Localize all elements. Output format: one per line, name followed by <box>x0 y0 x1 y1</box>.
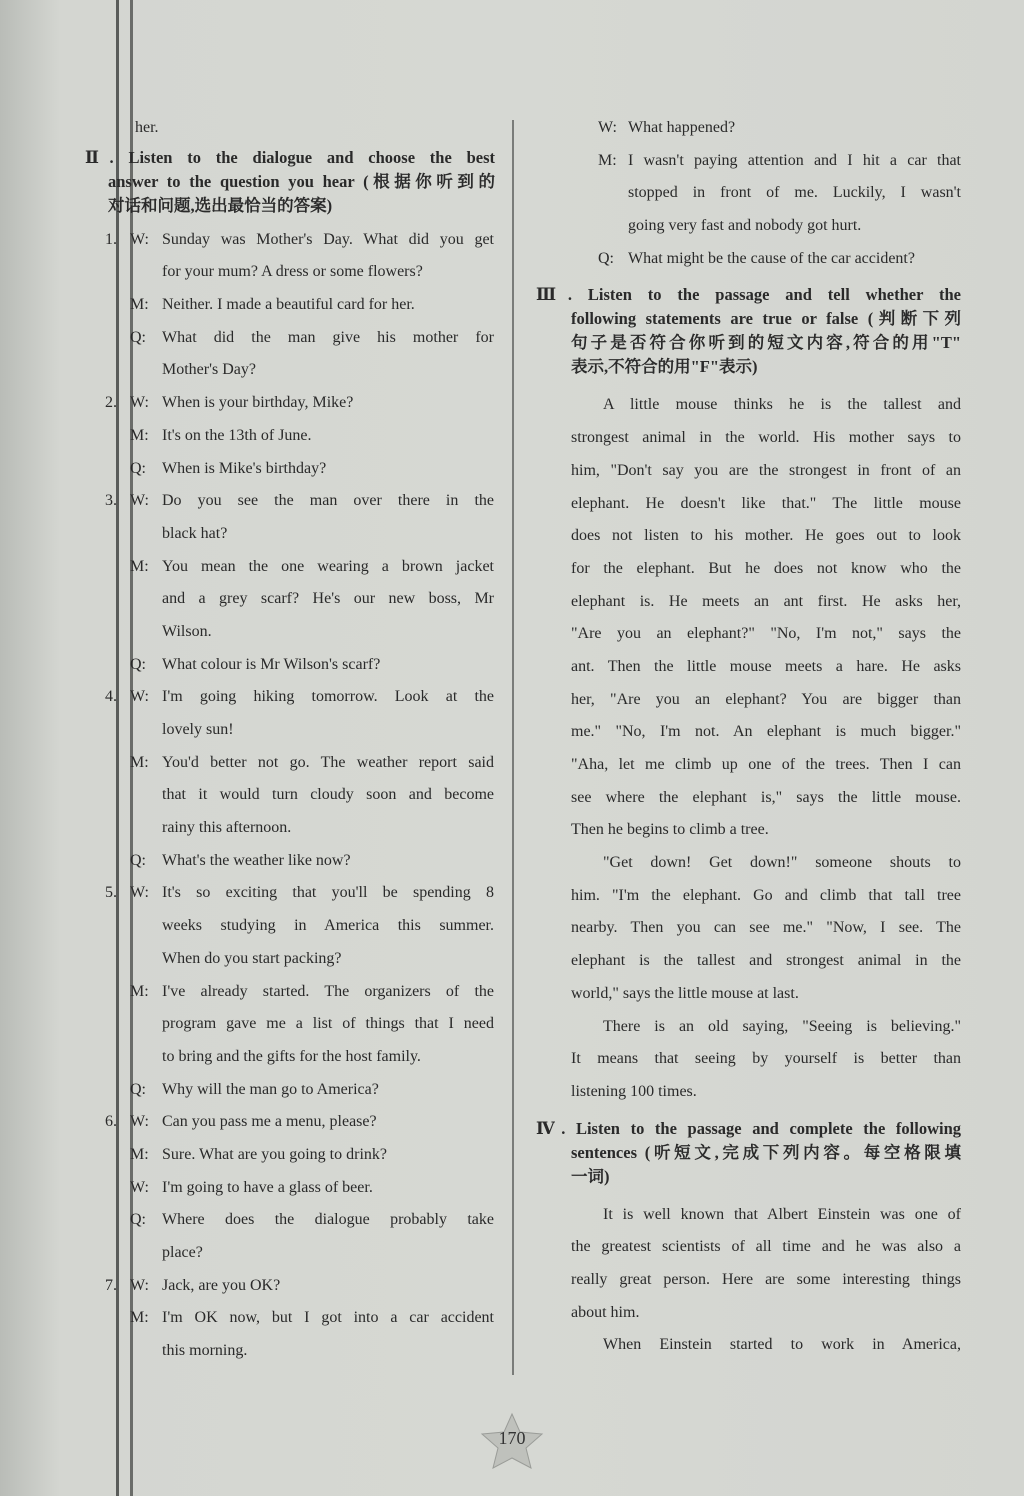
dialogue-line <box>85 1237 500 1270</box>
dialogue-line <box>85 649 500 682</box>
dialogue-text: for your mum? A dress or some flowers? <box>162 263 423 281</box>
dialogue-text: Can you pass me a menu, please? <box>162 1113 377 1131</box>
dialogue-text: What happened? <box>628 119 736 136</box>
dialogue-5 <box>85 877 500 1106</box>
dialogue-line <box>85 551 500 584</box>
section-title-line: Ⅱ. Listen to the dialogue and choose the best <box>85 147 495 167</box>
dialogue-line <box>85 1139 500 1172</box>
dialogue-text: Where does the dialogue probably take <box>162 1211 494 1229</box>
passage-line: nearby. Then you can see me." "Now, I see. The <box>571 919 961 937</box>
page-number: 170 <box>498 1428 526 1448</box>
section-title-line: 对话和问题,选出最恰当的答案) <box>108 195 333 215</box>
dialogue-line <box>85 943 500 976</box>
speaker-label: W: <box>130 884 149 902</box>
dialogue-line <box>85 453 500 486</box>
dialogue-line <box>85 1172 500 1205</box>
section-title-line: sentences (听短文,完成下列内容。每空格限填 <box>571 1142 961 1162</box>
dialogue-line <box>85 845 500 878</box>
section-title-line: 一词) <box>571 1166 610 1186</box>
dialogue-line <box>85 1302 500 1335</box>
passage-line: "Get down! Get down!" someone shouts to <box>603 854 961 872</box>
dialogue-line <box>538 243 963 276</box>
speaker-label: W: <box>130 492 149 510</box>
dialogue-text: When is Mike's birthday? <box>162 459 327 477</box>
speaker-label: Q: <box>130 851 146 869</box>
passage-line: It is well known that Albert Einstein was one of <box>603 1205 961 1223</box>
dialogue-text: It's so exciting that you'll be spending 8 <box>162 884 494 902</box>
passage-line: elephant is the tallest and strongest animal in the <box>571 952 961 970</box>
dialogue-3 <box>85 485 500 681</box>
speaker-label: M: <box>130 557 149 575</box>
dialogue-text: What colour is Mr Wilson's scarf? <box>162 655 381 673</box>
speaker-label: M: <box>130 426 149 444</box>
dialogue-text: and a grey scarf? He's our new boss, Mr <box>162 590 494 608</box>
passage-line: When Einstein started to work in America, <box>603 1336 961 1354</box>
passage-line: see where the elephant is," says the little mouse. <box>571 788 961 806</box>
speaker-label: M: <box>598 151 617 169</box>
passage-line: There is an old saying, "Seeing is believing." <box>603 1017 961 1035</box>
dialogue-text: Sure. What are you going to drink? <box>162 1145 387 1163</box>
dialogue-line <box>85 1074 500 1107</box>
dialogue-text: You'd better not go. The weather report said <box>162 753 494 771</box>
speaker-label: M: <box>130 753 149 771</box>
passage-line: Then he begins to climb a tree. <box>571 821 769 839</box>
dialogue-text: What's the weather like now? <box>162 851 351 869</box>
passage-line: strongest animal in the world. His mother says to <box>571 429 961 447</box>
dialogue-text: It's on the 13th of June. <box>162 426 312 444</box>
dialogue-text: to bring and the gifts for the host family. <box>162 1047 421 1065</box>
passage-line: world," says the little mouse at last. <box>571 984 799 1002</box>
page-number-badge <box>472 1410 552 1470</box>
dialogue-line <box>85 714 500 747</box>
dialogue-6 <box>85 1106 500 1269</box>
question-number: 2. <box>105 394 117 412</box>
speaker-label: W: <box>130 394 149 412</box>
dialogue-line <box>85 354 500 387</box>
right-column <box>538 112 963 1362</box>
speaker-label: Q: <box>130 459 146 477</box>
speaker-label: M: <box>130 982 149 1000</box>
passage-line: about him. <box>571 1303 640 1321</box>
dialogue-line <box>538 177 963 210</box>
dialogue-text: Why will the man go to America? <box>162 1080 379 1098</box>
dialogue-line <box>85 256 500 289</box>
dialogue-text: You mean the one wearing a brown jacket <box>162 557 494 575</box>
dialogue-line <box>85 1204 500 1237</box>
section-3-title <box>536 283 963 379</box>
dialogue-text: I wasn't paying attention and I hit a car that <box>628 151 961 169</box>
dialogue-text: weeks studying in America this summer. <box>162 917 494 935</box>
dialogue-text: this morning. <box>162 1342 248 1360</box>
passage-line: him. "I'm the elephant. Go and climb that tall tree <box>571 886 961 904</box>
passage-line: It means that seeing by yourself is better than <box>571 1050 961 1068</box>
passage-line: "Aha, let me climb up one of the trees. Then I can <box>571 756 961 773</box>
dialogue-line <box>538 112 963 145</box>
dialogue-line <box>85 779 500 812</box>
dialogue-text: I've already started. The organizers of the <box>162 982 494 1000</box>
question-number: 4. <box>105 688 117 706</box>
section-title-line: following statements are true or false (判断下列 <box>571 309 961 329</box>
dialogue-text: What did the man give his mother for <box>162 328 494 346</box>
dialogue-line <box>85 289 500 322</box>
dialogue-line <box>85 485 500 518</box>
speaker-label: W: <box>130 1178 149 1196</box>
passage-line: me." "No, I'm not. An elephant is much bigger." <box>571 723 961 741</box>
speaker-label: W: <box>598 119 617 136</box>
dialogue-line <box>85 387 500 420</box>
dialogue-text: lovely sun! <box>162 721 234 738</box>
speaker-label: W: <box>130 688 149 706</box>
dialogue-text: When do you start packing? <box>162 949 342 967</box>
dialogue-text: Wilson. <box>162 622 212 640</box>
dialogue-2 <box>85 387 500 485</box>
speaker-label: Q: <box>130 1080 146 1098</box>
dialogue-line <box>85 976 500 1009</box>
section-4-title <box>536 1117 963 1189</box>
dialogue-line <box>85 1008 500 1041</box>
speaker-label: M: <box>130 1309 149 1327</box>
dialogue-line <box>85 616 500 649</box>
column-divider <box>512 120 514 1375</box>
section-title-line: Ⅲ. Listen to the passage and tell whether the <box>536 285 961 305</box>
section-2-title <box>85 146 500 218</box>
section-title-line: answer to the question you hear (根据你听到的 <box>108 171 495 191</box>
passage-line: elephant is. He meets an ant first. He asks her, <box>571 592 961 610</box>
speaker-label: W: <box>130 1113 149 1131</box>
passage-line: ant. Then the little mouse meets a hare. He asks <box>571 657 961 675</box>
dialogue-text: place? <box>162 1244 203 1261</box>
dialogue-text: Neither. I made a beautiful card for her. <box>162 296 415 314</box>
passage-line: the greatest scientists of all time and he was also a <box>571 1238 961 1256</box>
dialogue-text: I'm OK now, but I got into a car accident <box>162 1309 494 1327</box>
dialogue-line <box>85 910 500 943</box>
dialogue-line <box>538 210 963 243</box>
passage-line: him, "Don't say you are the strongest in front of an <box>571 461 961 479</box>
section-title-line: Ⅳ. Listen to the passage and complete the following <box>536 1118 961 1138</box>
question-number: 5. <box>105 884 117 902</box>
left-column <box>85 112 500 1368</box>
speaker-label: Q: <box>130 655 146 673</box>
speaker-label: Q: <box>130 328 146 346</box>
dialogue-text: Jack, are you OK? <box>162 1276 281 1294</box>
dialogue-text: program gave me a list of things that I need <box>162 1015 494 1033</box>
dialogue-text: going very fast and nobody got hurt. <box>628 217 862 235</box>
dialogue-text: I'm going to have a glass of beer. <box>162 1178 373 1196</box>
dialogue-1 <box>85 224 500 387</box>
dialogue-line <box>85 518 500 551</box>
dialogue-text: Do you see the man over there in the <box>162 492 494 510</box>
passage-line: for the elephant. But he does not know who the <box>571 559 961 577</box>
dialogue-7 <box>85 1270 500 1368</box>
dialogue-text: rainy this afternoon. <box>162 819 292 837</box>
dialogue-line <box>85 1335 500 1368</box>
dialogue-line <box>85 1270 500 1303</box>
dialogue-line <box>85 1106 500 1139</box>
question-number: 3. <box>105 492 117 510</box>
dialogue-line <box>85 1041 500 1074</box>
passage-line: really great person. Here are some interesting things <box>571 1270 961 1288</box>
passage-line: her, "Are you an elephant? You are bigger than <box>571 690 961 708</box>
passage-line: listening 100 times. <box>571 1082 697 1100</box>
dialogue-line <box>85 747 500 780</box>
dialogue-line <box>85 224 500 257</box>
passage-line: "Are you an elephant?" "No, I'm not," says the <box>571 625 961 643</box>
speaker-label: Q: <box>598 249 614 267</box>
speaker-label: M: <box>130 296 149 314</box>
passage-line: A little mouse thinks he is the tallest and <box>603 396 961 414</box>
dialogue-text: I'm going hiking tomorrow. Look at the <box>162 688 494 706</box>
dialogue-line <box>85 812 500 845</box>
dialogue-line <box>85 583 500 616</box>
passage-3 <box>538 389 963 1108</box>
dialogue-text: stopped in front of me. Luckily, I wasn't <box>628 184 961 202</box>
passage-line: elephant. He doesn't like that." The little mouse <box>571 494 961 512</box>
dialogue-text: that it would turn cloudy soon and become <box>162 786 494 804</box>
dialogue-text: Mother's Day? <box>162 361 256 379</box>
speaker-label: M: <box>130 1145 149 1163</box>
dialogue-line <box>85 681 500 714</box>
dialogue-text: black hat? <box>162 524 228 542</box>
top-fragment: her. <box>135 119 159 136</box>
speaker-label: W: <box>130 1276 149 1294</box>
dialogue-line <box>538 145 963 178</box>
question-number: 1. <box>105 230 117 248</box>
question-number: 6. <box>105 1113 117 1131</box>
dialogue-text: Sunday was Mother's Day. What did you get <box>162 230 494 248</box>
dialogue-4 <box>85 681 500 877</box>
section-title-line: 表示,不符合的用"F"表示) <box>571 357 758 377</box>
question-number: 7. <box>105 1276 117 1294</box>
dialogue-text: When is your birthday, Mike? <box>162 394 354 412</box>
dialogues-list <box>85 224 500 1368</box>
dialogue-line <box>85 420 500 453</box>
speaker-label: W: <box>130 230 149 248</box>
dialogue-line <box>85 322 500 355</box>
passage-line: does not listen to his mother. He goes out to look <box>571 527 961 545</box>
dialogue-7-continued <box>538 112 963 275</box>
passage-4 <box>538 1199 963 1362</box>
dialogue-line <box>85 877 500 910</box>
section-title-line: 句子是否符合你听到的短文内容,符合的用"T" <box>571 333 961 353</box>
dialogue-text: What might be the cause of the car accident? <box>628 249 915 267</box>
speaker-label: Q: <box>130 1211 146 1229</box>
